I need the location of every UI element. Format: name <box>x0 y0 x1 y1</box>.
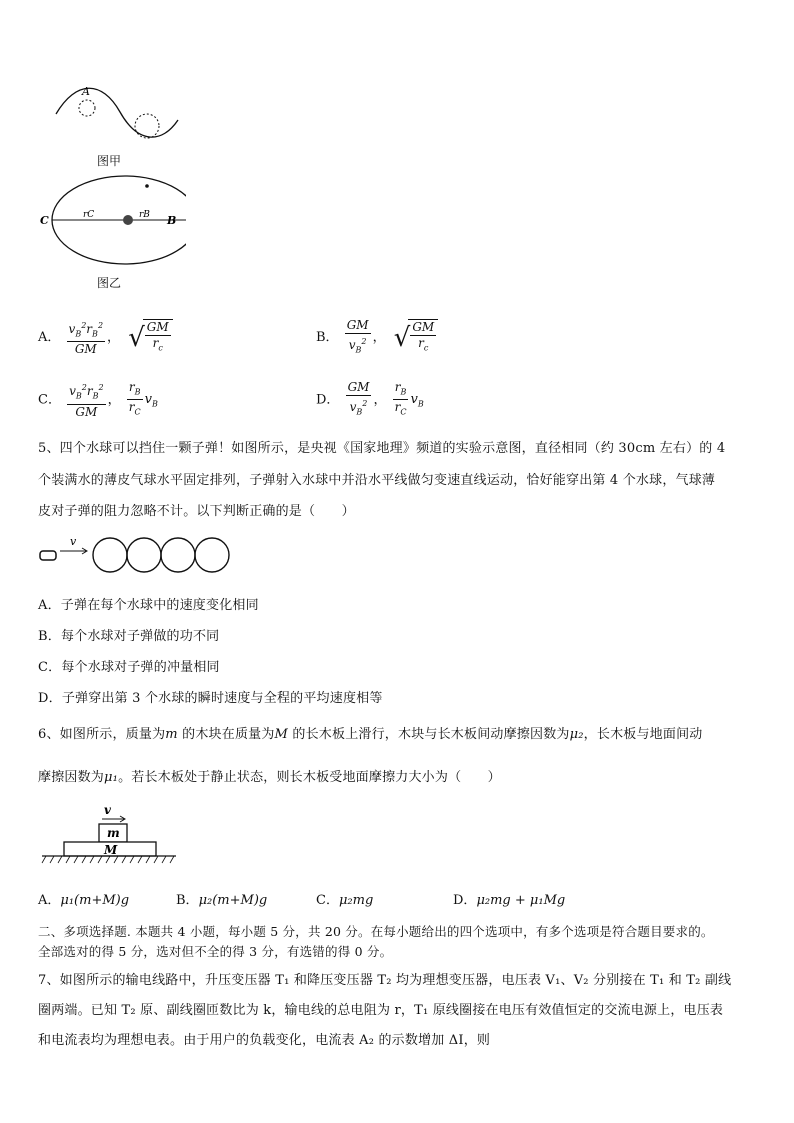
q4-option-d-label: D． <box>316 392 340 408</box>
svg-text:m: m <box>107 826 120 840</box>
label-rc: rC <box>83 210 95 220</box>
section2-header-line1: 二、多项选择题. 本题共 4 小题，每小题 5 分，共 20 分。在每小题给出的四个选项中，有多个选项是符合题目要求的。 <box>38 924 714 939</box>
q6-stem-line2: 摩擦因数为μ₁。若长木板处于静止状态，则长木板受地面摩擦力大小为（ ） <box>38 770 501 785</box>
q4-a-frac: $\frac{v_B^2r_B^2}{GM}$ <box>67 318 106 357</box>
q5-stem-line3: 皮对子弹的阻力忽略不计。以下判断正确的是（ ） <box>38 504 355 519</box>
label-c: C <box>40 214 49 227</box>
figure-jia-caption: 图甲 <box>97 154 122 168</box>
q4-option-c-label: C． <box>38 392 61 408</box>
q4-option-c[interactable]: C． $\frac{v_B^2r_B^2}{GM}$ ， $\frac{r_B}{r_C}$ $v_B$ <box>38 380 158 419</box>
label-b: B <box>167 214 177 227</box>
q4-option-a[interactable]: A． $\frac{v_B^2r_B^2}{GM}$ ， √ $\frac{GM}{r_c}$ <box>38 318 173 357</box>
q5-figure <box>36 534 246 576</box>
q6-velocity-label: v <box>104 803 111 817</box>
q6-option-a[interactable]: A．μ₁(m+M)g <box>38 893 130 908</box>
water-ball-4 <box>195 538 229 572</box>
svg-text:M: M <box>104 843 118 857</box>
water-ball-1 <box>93 538 127 572</box>
ball-trough-dashed <box>135 114 159 138</box>
q6-option-d[interactable]: D．μ₂mg + μ₁Mg <box>453 893 566 908</box>
figure-jia <box>50 82 185 142</box>
q4-a-sqrt: √ $\frac{GM}{r_c}$ <box>128 319 172 355</box>
q5-option-a[interactable]: A．子弹在每个水球中的速度变化相同 <box>38 598 259 613</box>
q4-option-b[interactable]: B． $\frac{GM}{v_B^2}$ ， √ $\frac{GM}{r_c}$ <box>316 318 438 357</box>
q4-option-d[interactable]: D． $\frac{GM}{v_B^2}$ ， $\frac{r_B}{r_C}$ $v_B$ <box>316 380 424 417</box>
q5-stem-line1: 5、四个水球可以挡住一颗子弹！如图所示，是央视《国家地理》频道的实验示意图，直径相同（约 30cm 左右）的 4 <box>38 441 726 456</box>
q7-stem-line1: 7、如图所示的输电线路中，升压变压器 T₁ 和降压变压器 T₂ 均为理想变压器，电压表 V₁、V₂ 分别接在 T₁ 和 T₂ 副线 <box>38 973 732 988</box>
q5-option-c[interactable]: C．每个水球对子弹的冲量相同 <box>38 660 220 675</box>
q6-stem-line1: 6、如图所示，质量为m 的木块在质量为M 的长木板上滑行，木块与长木板间动摩擦因数为μ₂，长木板与地面间动 <box>38 727 703 742</box>
section2-header-line2: 全部选对的得 5 分，选对但不全的得 3 分，有选错的得 0 分。 <box>38 944 393 959</box>
q6-option-b[interactable]: B．μ₂(m+M)g <box>176 893 268 908</box>
water-ball-3 <box>161 538 195 572</box>
water-ball-2 <box>127 538 161 572</box>
bullet-icon <box>40 551 56 560</box>
q7-stem-line3: 和电流表均为理想电表。由于用户的负载变化，电流表 A₂ 的示数增加 ΔI，则 <box>38 1033 491 1048</box>
q5-option-d[interactable]: D．子弹穿出第 3 个水球的瞬时速度与全程的平均速度相等 <box>38 691 383 706</box>
point-a-label: A <box>82 85 90 98</box>
satellite-dot <box>145 184 149 188</box>
q7-stem-line2: 圈两端。已知 T₂ 原、副线圈匝数比为 k，输电线的总电阻为 r，T₁ 原线圈接在电压有效值恒定的交流电源上，电压表 <box>38 1003 724 1018</box>
q5-stem-line2: 个装满水的薄皮气球水平固定排列，子弹射入水球中并沿水平线做匀变速直线运动，恰好能穿出第 4 个水球，气球薄 <box>38 473 716 488</box>
central-body <box>123 215 133 225</box>
velocity-label: v <box>70 535 77 548</box>
q6-figure <box>40 800 180 866</box>
q4-option-b-label: B． <box>316 330 339 346</box>
ball-a-dashed <box>79 100 95 116</box>
q6-option-c[interactable]: C．μ₂mg <box>316 893 374 908</box>
figure-yi <box>36 170 186 270</box>
label-rb: rB <box>139 210 150 220</box>
figure-yi-caption: 图乙 <box>97 276 122 290</box>
ground-hatch <box>42 856 174 863</box>
q5-option-b[interactable]: B．每个水球对子弹做的功不同 <box>38 629 220 644</box>
wave-curve <box>56 88 178 137</box>
q4-option-a-label: A． <box>38 330 61 346</box>
